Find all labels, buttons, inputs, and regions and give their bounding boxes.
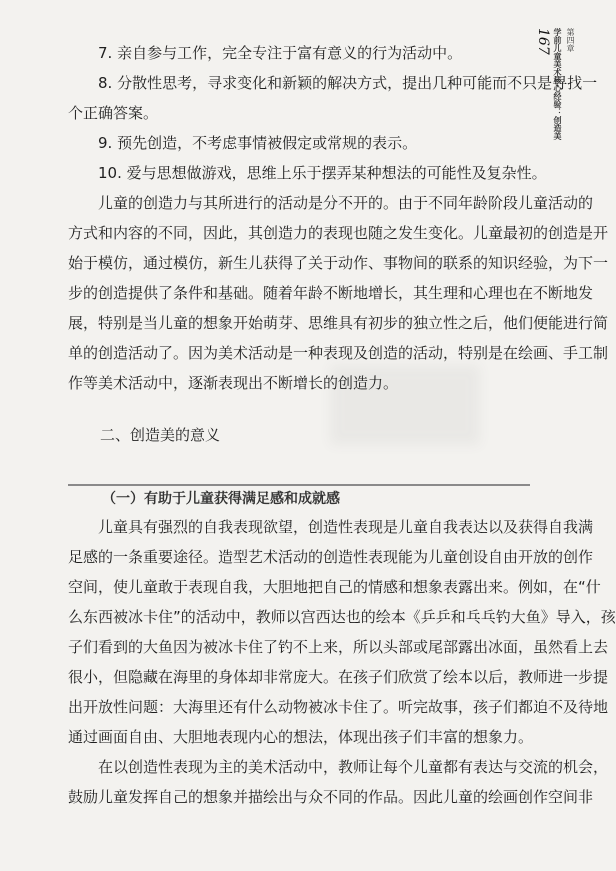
paragraph-teacher-encouragement xyxy=(68,752,609,812)
paragraph-line: 么东西被冰卡住”的活动中，教师以宫西达也的绘本《乒乒和乓乓钓大鱼》导入，孩 xyxy=(68,608,616,626)
paragraph-line: 子们看到的大鱼因为被冰卡住了钓不上来，所以头部或尾部露出冰面，虽然看上去 xyxy=(68,638,609,656)
list-item-continuation: 个正确答案。 xyxy=(68,104,159,122)
paragraph-line: 单的创造活动了。因为美术活动是一种表现及创造的活动，特别是在绘画、手工制 xyxy=(68,344,609,362)
paragraph-line: 出开放性问题：大海里还有什么动物被冰卡住了。听完故事，孩子们都迫不及待地 xyxy=(68,698,609,716)
paragraph-line: 鼓励儿童发挥自己的想象并描绘出与众不同的作品。因此儿童的绘画创作空间非 xyxy=(68,788,594,806)
list-item: 7. 亲自参与工作，完全专注于富有意义的行为活动中。 xyxy=(98,44,463,62)
book-title-label: 学前儿童美术核心经验：创造美 xyxy=(553,28,563,140)
subheading-text: （一）有助于儿童获得满足感和成就感 xyxy=(98,488,344,508)
paragraph-line: 方式和内容的不同，因此，其创造力的表现也随之发生变化。儿童最初的创造是开 xyxy=(68,224,609,242)
paragraph-line: 足感的一条重要途径。造型艺术活动的创造性表现能为儿童创设自由开放的创作 xyxy=(68,548,594,566)
paragraph-line: 展，特别是当儿童的想象开始萌芽、思维具有初步的独立性之后，他们便能进行简 xyxy=(68,314,609,332)
subheading-bar xyxy=(68,484,530,510)
paragraph-line: 在以创造性表现为主的美术活动中，教师让每个儿童都有表达与交流的机会， xyxy=(98,758,609,776)
paragraph-line: 始于模仿，通过模仿，新生儿获得了关于动作、事物间的联系的知识经验，为下一 xyxy=(68,254,609,272)
paragraph-line: 作等美术活动中，逐渐表现出不断增长的创造力。 xyxy=(68,374,399,392)
chapter-label: 第四章 xyxy=(566,28,575,52)
paragraph-line: 通过画面自由、大胆地表现内心的想法，体现出孩子们丰富的想象力。 xyxy=(68,728,534,746)
paragraph-self-expression xyxy=(68,512,616,752)
page-number: 167 xyxy=(535,28,551,55)
paragraph-creativity-activity xyxy=(68,188,609,398)
paragraph-line: 儿童的创造力与其所进行的活动是分不开的。由于不同年龄阶段儿童活动的 xyxy=(98,194,594,212)
paragraph-line: 空间，使儿童敢于表现自我，大胆地把自己的情感和想象表露出来。例如，在“什 xyxy=(68,578,601,596)
list-item: 8. 分散性思考，寻求变化和新颖的解决方式，提出几种可能而不只是寻找一 xyxy=(98,74,598,92)
paragraph-line: 很小，但隐藏在海里的身体却非常庞大。在孩子们欣赏了绘本以后，教师进一步提 xyxy=(68,668,609,686)
section-title: 二、创造美的意义 xyxy=(100,426,221,444)
paragraph-line: 步的创造提供了条件和基础。随着年龄不断地增长，其生理和心理也在不断地发 xyxy=(68,284,594,302)
list-item: 9. 预先创造，不考虑事情被假定或常规的表示。 xyxy=(98,134,418,152)
paragraph-line: 儿童具有强烈的自我表现欲望，创造性表现是儿童自我表达以及获得自我满 xyxy=(98,518,594,536)
list-item: 10. 爱与思想做游戏，思维上乐于摆弄某种想法的可能性及复杂性。 xyxy=(98,164,547,182)
